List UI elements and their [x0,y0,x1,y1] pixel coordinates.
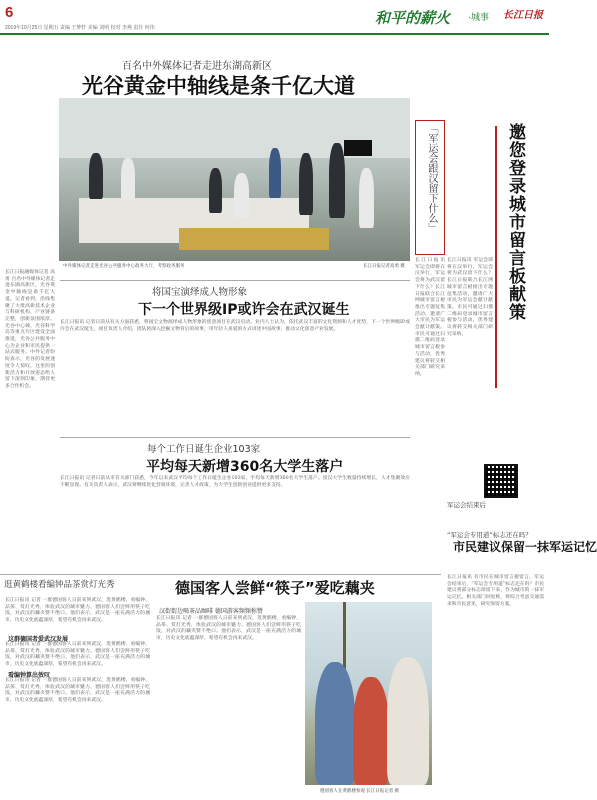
photo-person [315,662,355,785]
photo-camera [344,140,372,156]
story4-body-text: 长江日报讯 记者 一群德国客人日前来到武汉，逛黄鹤楼、看编钟、品茶、赏灯光秀，体验武汉的城市魅力。德国客人们尝鲜用筷子吃饭，对武汉的藕夹赞不绝口。他们表示，武汉是一座充满活力的城市，历史文化底蕴深厚，希望有机会再来武汉。 [5,642,150,668]
section-title: 和平的薪火 [375,9,451,27]
story3-body-text: 长江日报讯 记者日前从市有关部门获悉，今年以来武汉平均每个工作日诞生企业103家，平均每天新增360名大学生落户。留汉大学生数量持续增长，人才集聚效应不断显现。有关负责人表示，武汉将继续优化营商环境，完善人才政策，为大学生创新创业提供更多支持。 [60,476,410,488]
page-header [0,0,549,34]
photo-person [329,143,345,218]
story4-body-text: 长江日报讯 记者 一群德国客人日前来到武汉，逛黄鹤楼、看编钟、品茶、赏灯光秀，体验武汉的城市魅力。德国客人们尝鲜用筷子吃饭，对武汉的藕夹赞不绝口。他们表示，武汉是一座充满活力的城市，历史文化底蕴深厚，希望有机会再来武汉。 [5,598,150,624]
story4-photo-credit: 长江日报记者 摄 [366,788,400,793]
story4-subhead-mid: 汉街街边喝茶品咖啡 德国游客频频称赞 [159,608,263,615]
sidebar-headline: 邀您登录城市留言板献策 [505,123,525,321]
section-divider [60,280,410,281]
story2-headline: 下一个世界级IP或许会在武汉诞生 [138,302,350,318]
lead-photo-credit: 长江日报记者高勇 摄 [363,263,405,268]
photo-person [387,657,429,785]
story3-body-column [60,476,410,571]
qr-code-icon[interactable] [484,464,518,498]
story4-body-text: 长江日报讯 记者 一群德国客人日前来到武汉，逛黄鹤楼、看编钟、品茶、赏灯光秀，体验武汉的城市魅力。德国客人们尝鲜用筷子吃饭，对武汉的藕夹赞不绝口。他们表示，武汉是一座充满活力的城市，历史文化底蕴深厚，希望有机会再来武汉。 [156,616,301,642]
lead-photo [59,98,410,261]
sidebar-body-text: 长江日报讯 军运会即将在汉举行，军运会将为武汉留下什么？长江日报联合长江网城市留言板推出专题征集活动，邀请广大市民为军运会献计献策。市民可通过扫描二维码登录城市留言板参与活动，优秀建议将转交相关部门研究采纳。 [447,258,493,337]
story3-headline: 平均每天新增360名大学生落户 [146,459,344,475]
sidebar2-subkicker: “军运会专用道”标志还在吗？ [447,531,532,539]
story4-headline: 德国客人尝鲜“筷子”爱吃藕夹 [175,579,375,597]
paper-logo: 长江日报 [503,10,543,21]
dateline: 2019年10月25日 星期五 责编 王梦轩 美编 刘明 校对 李燕 责任 何伟 [5,25,155,31]
sidebar-headline-rule [495,126,497,388]
lead-photo-caption: 中外媒体记者走进光谷公共服务中心政务大厅，考察政务服务 [63,263,185,268]
lead-body-text: 长江日报融媒体记者 高勇 百名中外媒体记者走进东湖高新区，光谷黄金中轴线是条千亿大道。记者看到，沿线集聚了大批高新技术企业与科研机构，产业链条完整，创新氛围浓厚。光谷中心城、光谷科学岛等重点片区建设全面推进，光谷公共服务中心为企业和市民提供一站式服务。中外记者纷纷表示，光谷的发展速度令人惊叹，这里的创新活力和开放姿态给人留下深刻印象，期待更多合作机会。 [5,270,55,389]
photo-person [234,173,249,218]
photo-person [209,168,222,213]
story4-subhead-2: 看编钟算出效叹 [8,672,51,679]
section-subtitle: ·城事 [468,12,489,22]
photo-person [299,153,313,215]
story4-photo [305,602,432,785]
story2-kicker: 将国宝演绎成人物形象 [152,287,248,298]
story2-body-text: 长江日报讯 记者日前从有关方面获悉，将国宝文物演绎成人物形象的创意项目在武汉启动。业内人士认为，依托武汉丰富的文化资源和人才优势，下一个世界级IP或许会在武汉诞生。项目负责人介绍，团队将深入挖掘文物背后的故事，用年轻人喜爱的方式讲述中国故事，推动文化创意产业发展。 [60,320,410,332]
story4-kicker: 逛黄鹤楼看编钟品茶赏灯光秀 [4,580,115,590]
photo-person [121,158,135,200]
photo-sign [179,228,329,250]
sidebar-body-text-left: 长江日报讯 军运会即将在汉举行，军运会将为武汉留下什么？长江日报联合长江网城市留言板推出专题征集活动，邀请广大市民为军运会献计献策。市民可通过扫描二维码登录城市留言板参与活动，优秀建议将转交相关部门研究采纳。 [415,258,445,377]
lead-kicker: 百名中外媒体记者走进东湖高新区 [122,61,272,72]
lead-body-column [5,270,55,570]
section-divider [60,437,410,438]
photo-person [359,168,374,228]
story2-body-column [60,320,410,435]
sidebar-kicker: 「军运会跟汉留下什么」 [426,123,437,233]
sidebar2-body-text: 长江日报讯 有市民在城市留言板留言，军运会结束后，“军运会专用道”标志还在吗？市民建议将部分标志保留下来，作为城市的一抹军运记忆。相关部门回复称，将综合考虑交通需求和市民意见，研究保留方案。 [447,575,544,607]
story4-body-bottom [5,678,150,796]
story4-body-text: 长江日报讯 记者 一群德国客人日前来到武汉，逛黄鹤楼、看编钟、品茶、赏灯光秀，体验武汉的城市魅力。德国客人们尝鲜用筷子吃饭，对武汉的藕夹赞不绝口。他们表示，武汉是一座充满活力的城市，历史文化底蕴深厚，希望有机会再来武汉。 [5,678,150,704]
story4-photo-caption [320,788,399,794]
sidebar-body-column-left [415,258,445,498]
sidebar2-headline: 市民建议保留一抹军运记忆 [453,540,597,554]
story4-body-top [5,598,150,634]
story3-kicker: 每个工作日诞生企业103家 [147,444,261,455]
story4-photo-caption-text: 德国客人在黄鹤楼参观 [320,788,365,793]
story4-body-mid [5,642,150,668]
photo-person [269,148,281,198]
story4-subhead-1: 这群德国者爱武汉发展 [8,636,69,643]
story4-body-column-2 [156,616,301,796]
sidebar2-kicker: 军运会结束后 [447,501,486,509]
lead-headline: 光谷黄金中轴线是条千亿大道 [82,74,355,98]
sidebar2-body-column [447,575,544,790]
photo-person [353,677,389,785]
sidebar-body-column [447,258,493,498]
header-rule [0,33,549,35]
page-number: 6 [5,4,14,21]
section-divider [0,574,441,575]
photo-person [89,153,103,199]
